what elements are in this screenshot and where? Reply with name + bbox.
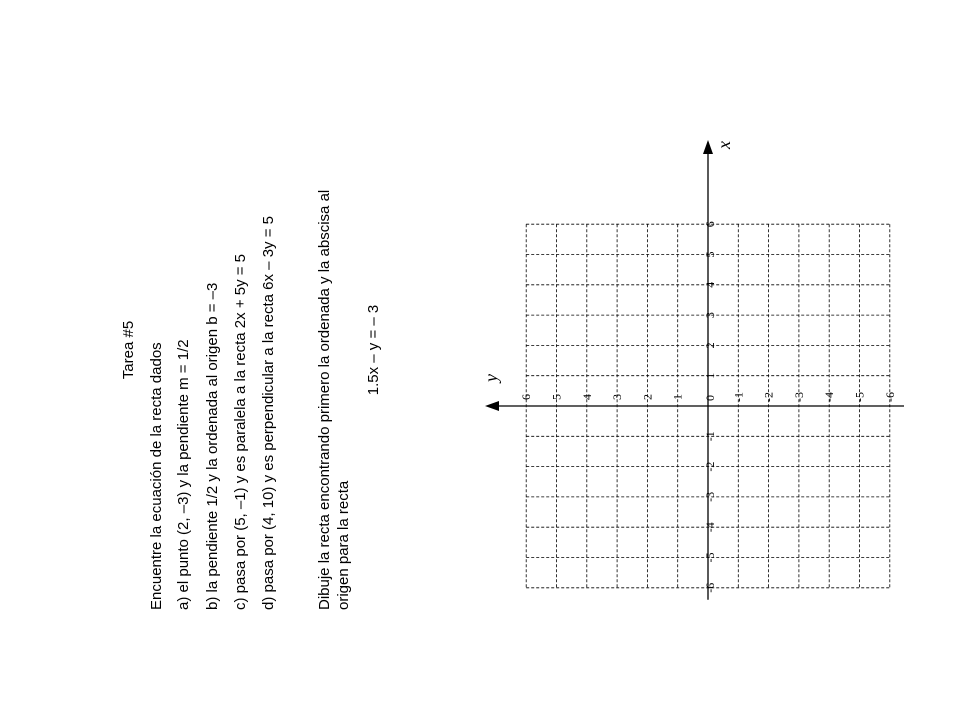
x-tick-label: 3 bbox=[703, 312, 717, 319]
x-tick-label: 4 bbox=[703, 281, 717, 288]
x-tick-label: -2 bbox=[703, 461, 717, 472]
axes bbox=[485, 140, 904, 600]
homework-instruction: Encuentre la ecuación de la recta dados bbox=[148, 342, 165, 610]
x-tick-label: -5 bbox=[703, 552, 717, 563]
x-tick-label: 0 bbox=[703, 395, 717, 401]
y-tick-label: 3 bbox=[610, 394, 625, 400]
homework-title: Tarea #5 bbox=[120, 320, 137, 380]
item-b: b) la pendiente 1/2 y la ordenada al origen b = –3 bbox=[204, 282, 221, 610]
y-tick-label: -3 bbox=[791, 392, 806, 402]
y-tick-label: 4 bbox=[579, 394, 594, 400]
x-tick-label: 2 bbox=[703, 342, 717, 349]
x-tick-label: -4 bbox=[703, 522, 717, 533]
item-a: a) el punto (2, –3) y la pendiente m = 1/2 bbox=[175, 339, 192, 610]
x-tick-label: -6 bbox=[703, 582, 717, 593]
x-tick-label: 5 bbox=[703, 251, 717, 258]
x-tick-label: -3 bbox=[703, 491, 717, 502]
draw-instruction-line1: Dibuje la recta encontrando primero la ordenada y la abscisa al bbox=[316, 189, 333, 610]
line-equation: 1.5x – y = – 3 bbox=[365, 304, 382, 396]
axis-labels bbox=[481, 141, 734, 384]
y-tick-label: 6 bbox=[519, 394, 534, 400]
y-tick-label: -1 bbox=[731, 392, 746, 402]
y-tick-label: -5 bbox=[852, 392, 867, 402]
x-axis-label: x bbox=[714, 141, 734, 149]
x-tick-label: 6 bbox=[703, 221, 717, 228]
x-tick-labels bbox=[703, 221, 717, 593]
y-tick-label: 2 bbox=[640, 394, 655, 400]
y-tick-label: 1 bbox=[670, 394, 685, 400]
y-tick-label: -2 bbox=[761, 392, 776, 402]
y-axis-label: y bbox=[481, 374, 501, 382]
x-tick-label: -1 bbox=[703, 431, 717, 442]
item-c: c) pasa por (5, –1) y es paralela a la recta 2x + 5y = 5 bbox=[232, 253, 249, 610]
x-axis-arrow-icon bbox=[703, 140, 713, 154]
y-tick-label: -4 bbox=[822, 392, 837, 402]
y-tick-label: 5 bbox=[549, 394, 564, 400]
draw-instruction-line2: origen para la recta bbox=[335, 480, 352, 610]
y-axis-arrow-icon bbox=[485, 401, 499, 411]
x-tick-label: 1 bbox=[703, 372, 717, 379]
y-tick-label: -6 bbox=[882, 392, 897, 402]
item-d: d) pasa por (4, 10) y es perpendicular a la recta 6x – 3y = 5 bbox=[260, 216, 277, 610]
